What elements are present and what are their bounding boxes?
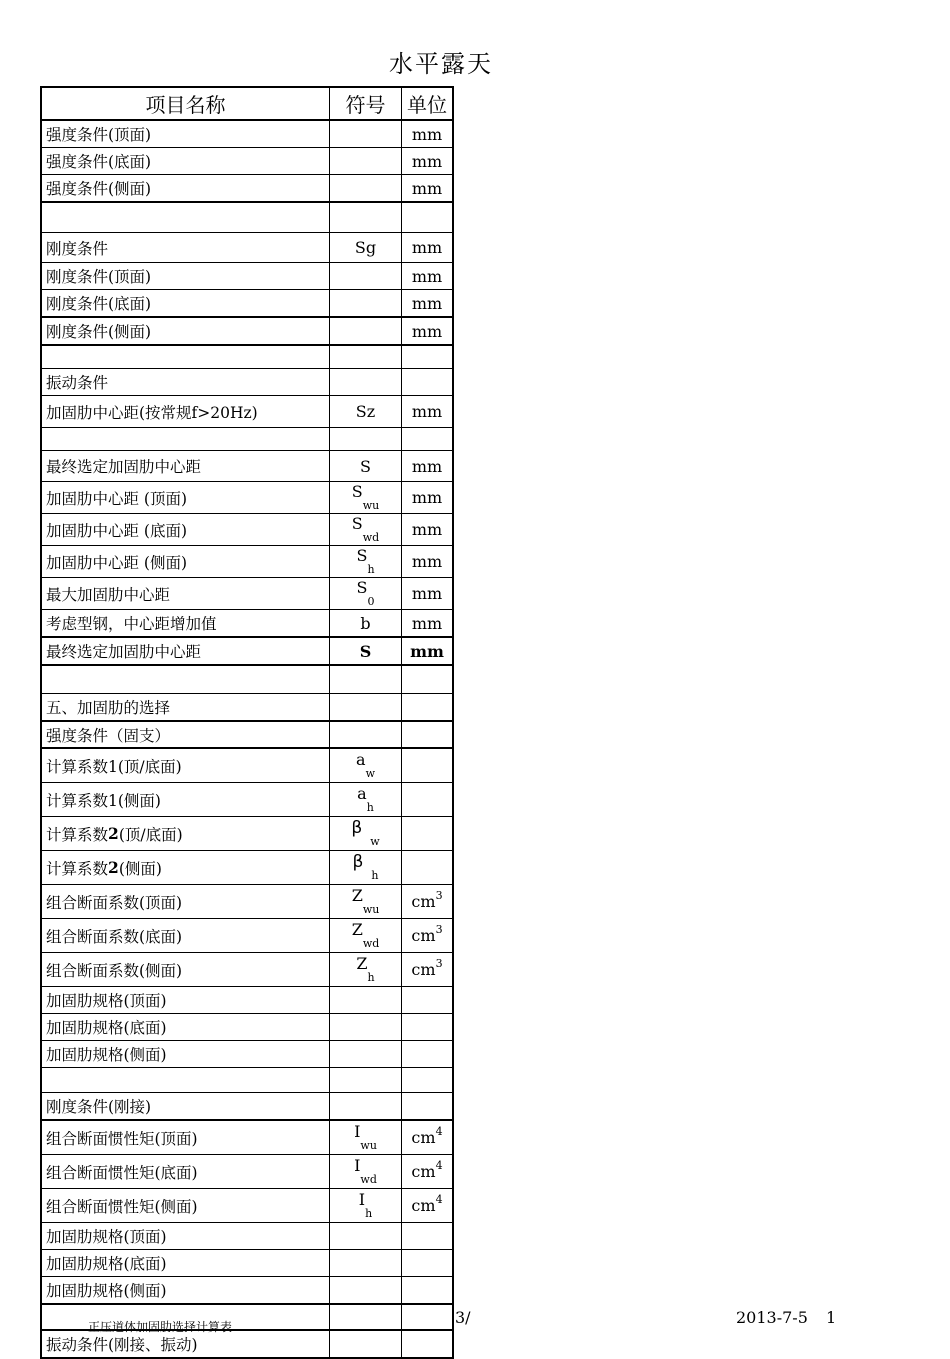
unit-cell <box>402 514 454 545</box>
symbol-text: S <box>359 641 372 661</box>
symbol-cell <box>330 749 402 782</box>
symbol-cell <box>330 428 402 450</box>
table-row <box>42 263 454 290</box>
item-name-cell <box>42 817 330 850</box>
table-row <box>42 1250 454 1277</box>
symbol-cell <box>330 546 402 577</box>
symbol-text: Z <box>356 954 368 973</box>
item-name-cell <box>42 428 330 450</box>
item-name-cell <box>42 203 330 232</box>
unit-cell <box>402 953 454 986</box>
symbol-cell <box>330 175 402 201</box>
symbol-cell <box>330 203 402 232</box>
symbol-subscript: wd <box>362 937 380 950</box>
table-row <box>42 121 454 148</box>
symbol-cell <box>330 851 402 884</box>
table-row <box>42 578 454 610</box>
item-name-cell: 计算系数1(顶/底面) <box>42 749 330 782</box>
symbol-cell <box>330 1155 402 1188</box>
item-name-cell: 刚度条件 <box>42 233 330 262</box>
item-name-cell: 组合断面惯性矩(底面) <box>42 1155 330 1188</box>
symbol-cell <box>330 263 402 289</box>
item-name-cell: 计算系数1(侧面) <box>42 783 330 816</box>
symbol-cell <box>330 1223 402 1249</box>
unit-cell <box>402 610 454 636</box>
symbol-text: β <box>352 851 364 872</box>
symbol-subscript: h <box>366 801 374 814</box>
symbol-text: b <box>360 613 371 633</box>
unit-text: cm <box>411 1162 436 1181</box>
symbol-cell <box>330 148 402 174</box>
table-row <box>42 851 454 885</box>
table-row <box>42 919 454 953</box>
item-name-cell: 加固肋规格(顶面) <box>42 1223 330 1249</box>
unit-cell <box>402 1041 454 1067</box>
unit-text: mm <box>411 321 443 341</box>
item-name-cell: 五、加固肋的选择 <box>42 694 330 720</box>
unit-cell <box>402 233 454 262</box>
item-name-cell: 组合断面惯性矩(顶面) <box>42 1121 330 1154</box>
table-row <box>42 233 454 263</box>
unit-text: cm <box>411 1196 436 1215</box>
item-name-cell: 最终选定加固肋中心距 <box>42 451 330 481</box>
item-name-number: 2 <box>108 858 119 877</box>
unit-superscript: 4 <box>435 1125 443 1138</box>
unit-cell <box>402 175 454 201</box>
unit-cell <box>402 148 454 174</box>
item-name-text: 计算系数 <box>46 825 109 844</box>
unit-text: mm <box>411 613 443 633</box>
unit-superscript: 4 <box>435 1193 443 1206</box>
table-row <box>42 1223 454 1250</box>
symbol-text: Sg <box>354 238 377 257</box>
unit-text: mm <box>411 488 443 507</box>
item-name-cell: 加固肋中心距 (顶面) <box>42 482 330 513</box>
symbol-subscript: h <box>371 869 379 882</box>
symbol-cell <box>330 1014 402 1040</box>
unit-cell <box>402 263 454 289</box>
unit-text: cm <box>411 892 436 911</box>
header-unit: 单位 <box>402 88 454 119</box>
table-row <box>42 1068 454 1093</box>
symbol-subscript: wu <box>362 499 380 512</box>
symbol-cell <box>330 346 402 368</box>
symbol-text: Z <box>351 886 363 905</box>
symbol-text: S <box>351 482 363 501</box>
unit-cell <box>402 451 454 481</box>
unit-cell <box>402 482 454 513</box>
unit-cell <box>402 749 454 782</box>
unit-cell <box>402 578 454 609</box>
item-name-cell: 组合断面惯性矩(侧面) <box>42 1189 330 1222</box>
unit-cell <box>402 783 454 816</box>
unit-cell <box>402 694 454 720</box>
unit-superscript: 3 <box>435 889 443 902</box>
symbol-cell <box>330 817 402 850</box>
symbol-subscript: wu <box>360 1139 377 1152</box>
item-name-cell <box>42 851 330 884</box>
unit-text: mm <box>411 266 443 286</box>
unit-text: mm <box>411 552 443 571</box>
symbol-cell <box>330 1305 402 1329</box>
header-symbol: 符号 <box>330 88 402 119</box>
table-row <box>42 451 454 482</box>
table-row <box>42 290 454 318</box>
unit-cell <box>402 638 454 664</box>
item-name-cell: 加固肋规格(侧面) <box>42 1277 330 1303</box>
table-row <box>42 514 454 546</box>
unit-cell <box>402 546 454 577</box>
unit-cell <box>402 919 454 952</box>
table-row <box>42 694 454 722</box>
symbol-cell <box>330 638 402 664</box>
symbol-text: a <box>357 784 367 803</box>
item-name-cell: 刚度条件(顶面) <box>42 263 330 289</box>
symbol-subscript: wu <box>362 903 380 916</box>
table-row <box>42 148 454 175</box>
table-header-row <box>42 88 454 121</box>
symbol-cell <box>330 919 402 952</box>
table-row <box>42 722 454 749</box>
symbol-cell <box>330 987 402 1013</box>
unit-text: cm <box>411 960 436 979</box>
symbol-subscript: w <box>370 835 380 848</box>
symbol-cell <box>330 1250 402 1276</box>
item-name-cell: 最大加固肋中心距 <box>42 578 330 609</box>
unit-cell <box>402 121 454 147</box>
unit-cell <box>402 987 454 1013</box>
table-row <box>42 396 454 428</box>
symbol-text: Z <box>351 920 363 939</box>
symbol-cell <box>330 578 402 609</box>
symbol-subscript: w <box>365 767 375 780</box>
item-name-cell <box>42 1068 330 1092</box>
unit-text: mm <box>410 641 444 661</box>
symbol-text: S <box>360 456 371 476</box>
symbol-cell <box>330 290 402 316</box>
unit-cell <box>402 666 454 693</box>
symbol-cell <box>330 1093 402 1119</box>
table-row <box>42 666 454 694</box>
item-name-cell: 加固肋规格(顶面) <box>42 987 330 1013</box>
item-name-cell: 加固肋中心距 (底面) <box>42 514 330 545</box>
symbol-cell <box>330 121 402 147</box>
unit-cell <box>402 203 454 232</box>
table-row <box>42 203 454 233</box>
item-name-cell: 刚度条件(侧面) <box>42 318 330 344</box>
unit-cell <box>402 1014 454 1040</box>
table-row <box>42 1277 454 1305</box>
unit-text: mm <box>411 238 443 257</box>
item-name-cell: 加固肋中心距(按常规f>20Hz) <box>42 396 330 427</box>
table-row <box>42 783 454 817</box>
table-row <box>42 1189 454 1223</box>
symbol-cell <box>330 514 402 545</box>
unit-cell <box>402 722 454 747</box>
item-name-cell <box>42 346 330 368</box>
symbol-cell <box>330 885 402 918</box>
unit-text: mm <box>411 584 443 603</box>
unit-cell <box>402 1155 454 1188</box>
symbol-cell <box>330 451 402 481</box>
unit-cell <box>402 1331 454 1357</box>
unit-text: mm <box>411 293 443 313</box>
unit-cell <box>402 1223 454 1249</box>
symbol-cell <box>330 953 402 986</box>
symbol-cell <box>330 1189 402 1222</box>
unit-cell <box>402 1305 454 1329</box>
symbol-text: Sz <box>355 402 376 421</box>
unit-superscript: 4 <box>435 1159 443 1172</box>
item-name-cell <box>42 666 330 693</box>
unit-superscript: 3 <box>435 957 443 970</box>
item-name-cell: 强度条件(侧面) <box>42 175 330 201</box>
unit-text: cm <box>411 1128 436 1147</box>
table-row <box>42 1041 454 1068</box>
unit-text: mm <box>411 178 443 198</box>
unit-cell <box>402 396 454 427</box>
table-row <box>42 749 454 783</box>
table-row <box>42 1014 454 1041</box>
item-name-cell: 组合断面系数(顶面) <box>42 885 330 918</box>
unit-cell <box>402 428 454 450</box>
item-name-cell: 组合断面系数(侧面) <box>42 953 330 986</box>
item-name-cell: 加固肋规格(侧面) <box>42 1041 330 1067</box>
item-name-cell: 刚度条件(底面) <box>42 290 330 316</box>
table-row <box>42 369 454 396</box>
symbol-cell <box>330 1277 402 1303</box>
item-name-suffix: (侧面) <box>118 859 162 878</box>
symbol-cell <box>330 1041 402 1067</box>
symbol-cell <box>330 783 402 816</box>
symbol-subscript: h <box>367 563 375 576</box>
item-name-cell: 振动条件 <box>42 369 330 395</box>
unit-cell <box>402 1250 454 1276</box>
symbol-text: S <box>351 514 363 533</box>
unit-text: mm <box>411 402 443 421</box>
symbol-subscript: wd <box>362 531 380 544</box>
table-row <box>42 428 454 451</box>
unit-cell <box>402 817 454 850</box>
symbol-text: a <box>356 750 366 769</box>
item-name-cell: 加固肋中心距 (侧面) <box>42 546 330 577</box>
symbol-cell <box>330 610 402 636</box>
unit-text: mm <box>411 124 443 144</box>
unit-cell <box>402 1121 454 1154</box>
unit-cell <box>402 1068 454 1092</box>
symbol-subscript: h <box>365 1207 373 1220</box>
unit-cell <box>402 346 454 368</box>
item-name-cell: 考虑型钢，中心距增加值 <box>42 610 330 636</box>
table-row <box>42 885 454 919</box>
table-row <box>42 1121 454 1155</box>
item-name-cell: 加固肋规格(底面) <box>42 1250 330 1276</box>
symbol-cell <box>330 1331 402 1357</box>
item-name-suffix: (顶/底面) <box>118 825 183 844</box>
unit-cell <box>402 1189 454 1222</box>
calculation-table <box>40 86 454 1359</box>
item-name-cell: 强度条件(顶面) <box>42 121 330 147</box>
unit-text: cm <box>411 926 436 945</box>
symbol-subscript: h <box>367 971 375 984</box>
table-row <box>42 987 454 1014</box>
symbol-cell <box>330 318 402 344</box>
unit-cell <box>402 1277 454 1303</box>
footer-page-number: 1 <box>826 1308 837 1327</box>
symbol-text: S <box>356 578 368 597</box>
item-name-cell: 强度条件(底面) <box>42 148 330 174</box>
symbol-subscript: 0 <box>367 595 375 608</box>
item-name-cell: 振动条件(刚接、振动) <box>42 1331 330 1357</box>
table-row <box>42 817 454 851</box>
symbol-subscript: wd <box>360 1173 377 1186</box>
item-name-cell: 最终选定加固肋中心距 <box>42 638 330 664</box>
symbol-cell <box>330 369 402 395</box>
item-name-cell: 组合断面系数(底面) <box>42 919 330 952</box>
table-row <box>42 610 454 638</box>
symbol-cell <box>330 666 402 693</box>
symbol-cell <box>330 482 402 513</box>
item-name-cell: 刚度条件(刚接) <box>42 1093 330 1119</box>
table-row <box>42 953 454 987</box>
table-row <box>42 1093 454 1121</box>
table-row <box>42 346 454 369</box>
table-row <box>42 318 454 346</box>
table-row <box>42 175 454 203</box>
item-name-text: 计算系数 <box>46 859 109 878</box>
unit-cell <box>402 885 454 918</box>
table-row <box>42 1155 454 1189</box>
unit-cell <box>402 290 454 316</box>
footer-sheet-name: 正压道体加固肋选择计算表 <box>88 1320 233 1334</box>
header-item-name: 项目名称 <box>42 88 330 119</box>
unit-text: mm <box>411 520 443 539</box>
unit-cell <box>402 851 454 884</box>
item-name-cell: 强度条件（固支） <box>42 722 330 747</box>
symbol-text: β <box>351 817 363 838</box>
unit-text: mm <box>411 456 443 476</box>
unit-cell <box>402 1093 454 1119</box>
symbol-text: I <box>354 1122 361 1141</box>
footer-page: 3/ <box>455 1308 471 1327</box>
footer-date: 2013-7-5 <box>736 1308 808 1327</box>
table-row <box>42 546 454 578</box>
table-row <box>42 638 454 666</box>
table-row <box>42 482 454 514</box>
item-name-cell: 加固肋规格(底面) <box>42 1014 330 1040</box>
symbol-text: S <box>356 546 368 565</box>
unit-cell <box>402 318 454 344</box>
symbol-cell <box>330 1121 402 1154</box>
symbol-cell <box>330 1068 402 1092</box>
unit-text: mm <box>411 151 443 171</box>
symbol-cell <box>330 233 402 262</box>
symbol-cell <box>330 396 402 427</box>
item-name-number: 2 <box>108 824 119 843</box>
symbol-text: I <box>354 1156 361 1175</box>
unit-superscript: 3 <box>435 923 443 936</box>
symbol-cell <box>330 694 402 720</box>
page-title: 水平露天 <box>389 50 493 78</box>
table-row <box>42 1331 454 1359</box>
unit-cell <box>402 369 454 395</box>
symbol-cell <box>330 722 402 747</box>
symbol-text: I <box>358 1190 366 1209</box>
